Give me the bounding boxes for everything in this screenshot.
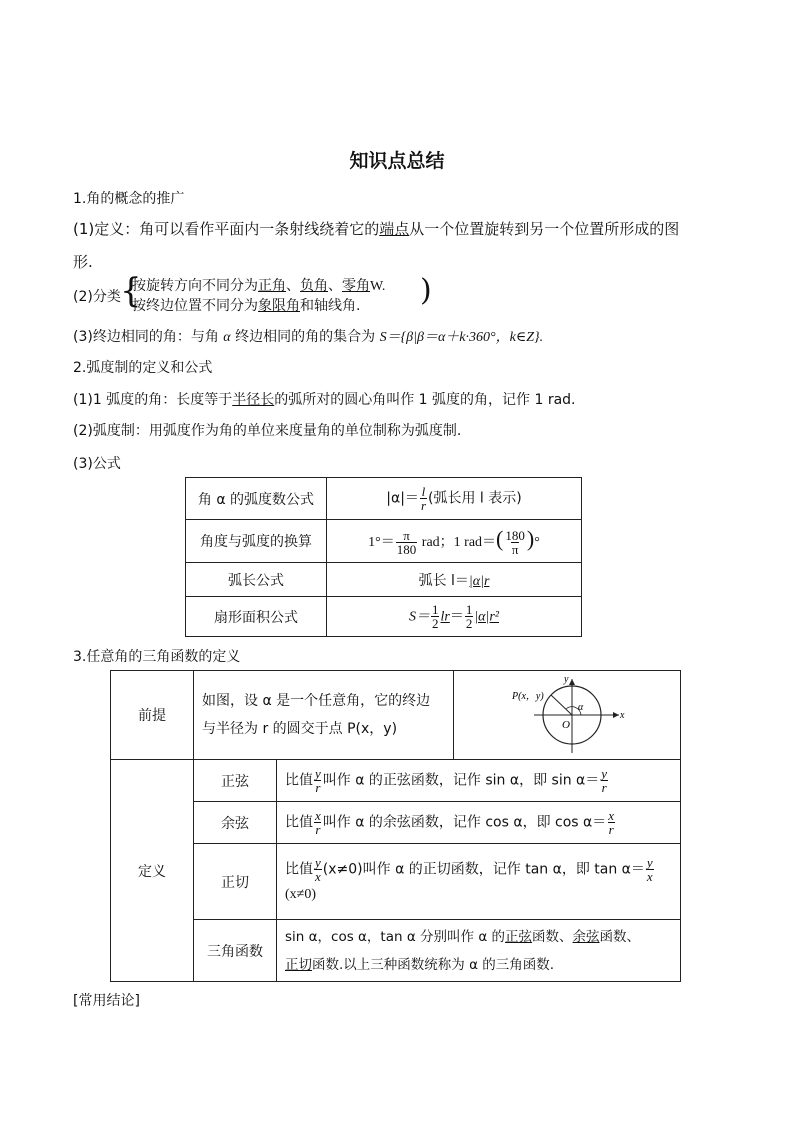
section-1-heading: 1.角的概念的推广	[73, 191, 185, 207]
table-row	[111, 671, 681, 760]
coterminal-line: (3)终边相同的角：与角 α 终边相同的角的集合为 S＝{β|β＝α＋k·360°，k∈Z}.	[73, 329, 544, 345]
terminal-side	[551, 695, 572, 715]
table-row	[111, 760, 681, 802]
table-row	[111, 802, 681, 844]
x-label: x	[620, 710, 625, 721]
y-axis-arrow-icon	[569, 679, 575, 685]
definition-line-2: 形.	[73, 253, 93, 271]
table-cell: 角 α 的弧度数公式	[186, 478, 327, 520]
classification-label: (2)分类	[73, 289, 121, 305]
classification-item-2: 按终边位置不同分为象限角和轴线角.	[132, 298, 361, 314]
table-cell: S＝ $\frac{1}{2}$ lr＝ $\frac{1}{2}$ |α|r²	[327, 597, 582, 637]
table-cell: 三角函数	[194, 920, 277, 982]
right-brace-icon: )	[420, 273, 432, 308]
unit-circle-figure	[454, 671, 680, 755]
table-row	[111, 844, 681, 920]
x-axis-arrow-icon	[613, 712, 619, 718]
table-cell: 弧长公式	[186, 563, 327, 597]
point-label: P(x，y)	[512, 691, 544, 702]
table-row	[186, 520, 582, 563]
table-row	[186, 478, 582, 520]
table-cell: 扇形面积公式	[186, 597, 327, 637]
table-cell	[454, 671, 681, 760]
table-cell: sin α，cos α，tan α 分别叫作 α 的正弦函数、余弦函数、 正切函数.以上三种函数统称为 α 的三角函数.	[277, 920, 681, 982]
table-cell: 如图，设 α 是一个任意角，它的终边 与半径为 r 的圆交于点 P(x，y)	[194, 671, 454, 760]
table-cell: 定义	[111, 760, 194, 982]
origin-label: O	[562, 719, 570, 731]
section-3-heading: 3.任意角的三角函数的定义	[73, 649, 241, 665]
table-cell: 余弦	[194, 802, 277, 844]
table-cell: 正弦	[194, 760, 277, 802]
radian-system: (2)弧度制：用弧度作为角的单位来度量角的单位制称为弧度制.	[73, 423, 462, 439]
formula-label: (3)公式	[73, 456, 121, 472]
table-row	[186, 597, 582, 637]
left-brace-icon: {	[120, 271, 142, 311]
alpha-label: α	[578, 702, 584, 713]
classification-item-1: 按旋转方向不同分为正角、负角、零角W.	[132, 278, 386, 294]
common-conclusions-label: [常用结论]	[73, 993, 140, 1009]
section-2-heading: 2.弧度制的定义和公式	[73, 360, 213, 376]
table-row	[186, 563, 582, 597]
table-cell: 弧长 l＝|α|r	[327, 563, 582, 597]
table-cell: 角度与弧度的换算	[186, 520, 327, 563]
table-cell: |α|＝ $\frac{l}{r}$ (弧长用 l 表示)	[327, 478, 582, 520]
table-row	[111, 920, 681, 982]
table-cell: 1°＝ $\frac{\pi}{180}$ rad；1 rad＝( $\frac{180}{\pi}$ )°	[327, 520, 582, 563]
formula-table	[185, 477, 582, 637]
table-cell: 比值 $\frac{y}{x}$ (x≠0)叫作 α 的正切函数，记作 tan α，即 tan α＝ $\frac{y}{x}$ (x≠0)	[277, 844, 681, 920]
table-cell: 正切	[194, 844, 277, 920]
y-label: y	[564, 674, 569, 685]
table-cell: 比值 $\frac{x}{r}$ 叫作 α 的余弦函数，记作 cos α，即 cos α＝ $\frac{x}{r}$	[277, 802, 681, 844]
trig-definition-table	[110, 670, 681, 982]
definition-line: (1)定义：角可以看作平面内一条射线绕着它的端点从一个位置旋转到另一个位置所形成的图	[73, 220, 680, 238]
page-title: 知识点总结	[349, 150, 445, 172]
table-cell: 前提	[111, 671, 194, 760]
radian-definition: (1)1 弧度的角：长度等于半径长的弧所对的圆心角叫作 1 弧度的角，记作 1 rad.	[73, 392, 576, 408]
table-cell: 比值 $\frac{y}{r}$ 叫作 α 的正弦函数，记作 sin α，即 sin α＝ $\frac{y}{r}$	[277, 760, 681, 802]
